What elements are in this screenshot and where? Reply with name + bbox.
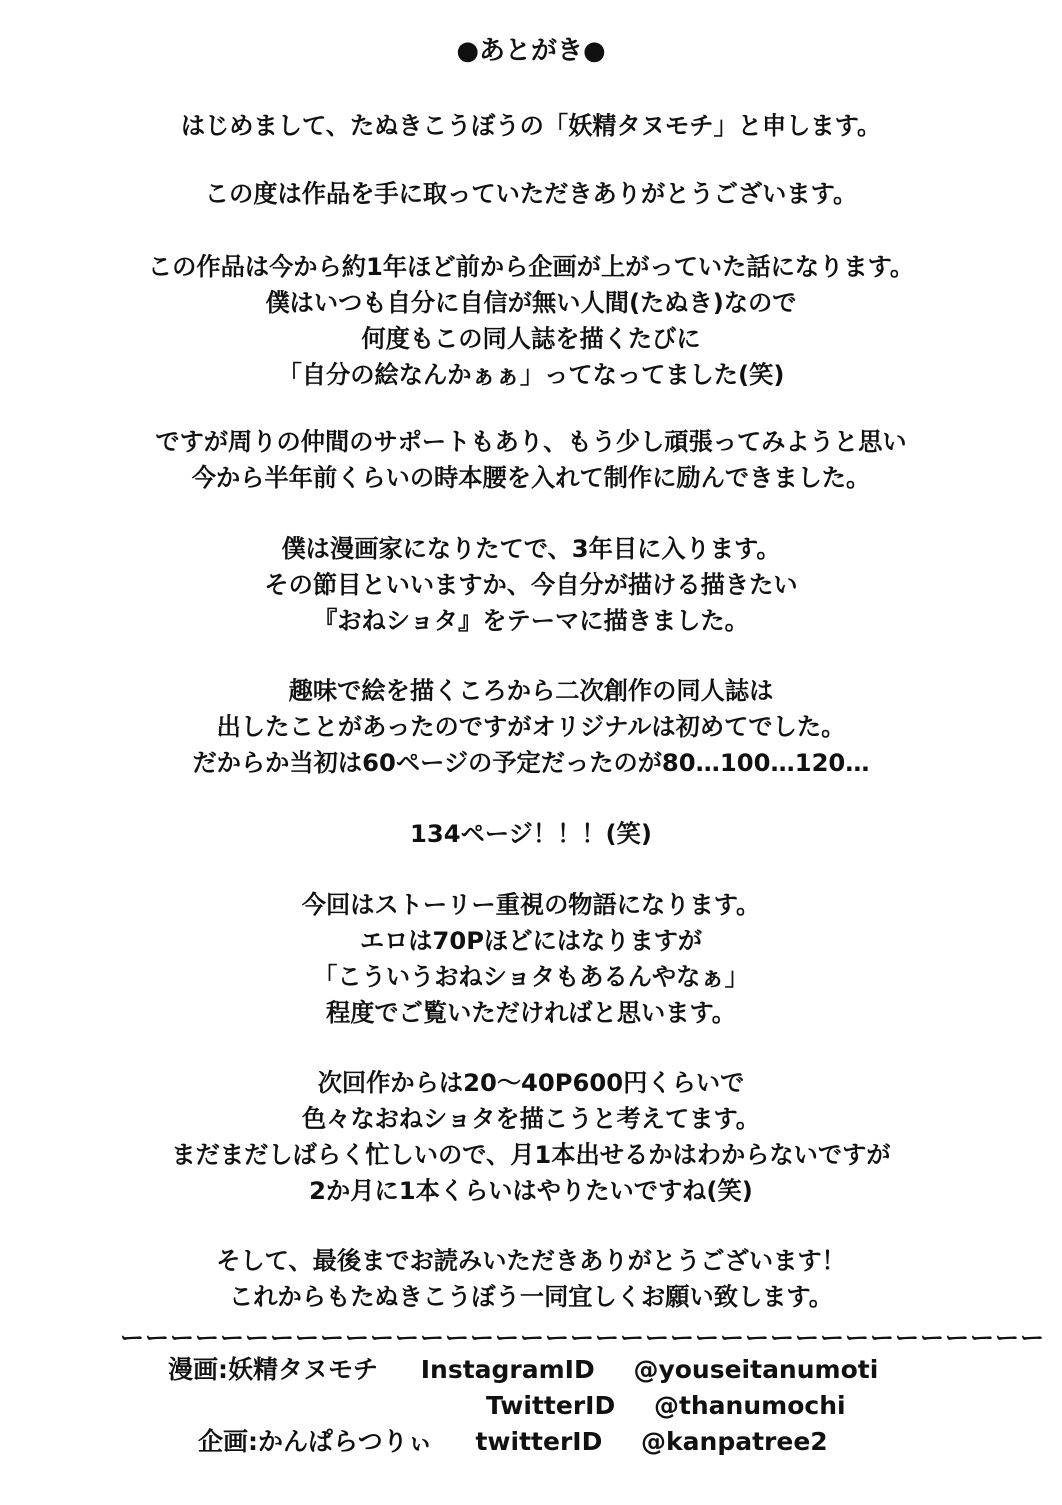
text-line: これからもたぬきこうぼう一同宜しくお願い致します。 bbox=[229, 1282, 833, 1311]
text-line: ですが周りの仲間のサポートもあり、もう少し頑張ってみようと思い bbox=[155, 427, 907, 456]
credit-row-twitter bbox=[486, 1388, 846, 1424]
instagram-handle: @youseitanumoti bbox=[633, 1355, 879, 1384]
paragraph-4 bbox=[0, 424, 1062, 496]
text-line: 次回作からは20～40P600円くらいで bbox=[317, 1068, 745, 1097]
paragraph-1 bbox=[0, 108, 1062, 144]
text-line: 出したことがあったのですがオリジナルは初めてでした。 bbox=[216, 712, 846, 741]
text-line: この作品は今から約1年ほど前から企画が上がっていた話になります。 bbox=[147, 252, 915, 281]
text-line: 色々なおねショタを描こうと考えてます。 bbox=[301, 1104, 761, 1133]
text-line: 『おねショタ』をテーマに描きました。 bbox=[313, 606, 749, 635]
text-line: 今回はストーリー重視の物語になります。 bbox=[301, 890, 761, 919]
text-line: 「こういうおねショタもあるんやなぁ」 bbox=[313, 962, 749, 991]
paragraph-3 bbox=[0, 249, 1062, 393]
planning-twitter-handle: @kanpatree2 bbox=[641, 1427, 828, 1456]
planning-credit-label: 企画:かんぱらつりぃ bbox=[198, 1427, 433, 1456]
paragraph-7 bbox=[0, 816, 1062, 852]
text-line: 今から半年前くらいの時本腰を入れて制作に励んできました。 bbox=[191, 463, 871, 492]
text-line: だからか当初は60ページの予定だったのが80…100…120… bbox=[192, 748, 870, 777]
manga-credit-label: 漫画:妖精タヌモチ bbox=[168, 1355, 378, 1384]
text-line: はじめまして、たぬきこうぼうの「妖精タヌモチ」と申します。 bbox=[180, 111, 882, 140]
page-title: ●あとがき● bbox=[456, 36, 606, 66]
credit-row-manga bbox=[168, 1352, 878, 1388]
text-line: 趣味で絵を描くころから二次創作の同人誌は bbox=[288, 676, 774, 705]
twitter-label: TwitterID bbox=[486, 1391, 616, 1420]
text-line: この度は作品を手に取っていただきありがとうございます。 bbox=[204, 179, 858, 208]
paragraph-2 bbox=[0, 176, 1062, 212]
text-line: 僕はいつも自分に自信が無い人間(たぬき)なので bbox=[265, 288, 797, 317]
instagram-label: InstagramID bbox=[420, 1355, 595, 1384]
text-line: 程度でご覧いただければと思います。 bbox=[325, 998, 737, 1027]
paragraph-8 bbox=[0, 887, 1062, 1031]
text-line: 134ページ！！！(笑) bbox=[410, 819, 652, 848]
credit-row-planning bbox=[198, 1424, 828, 1460]
text-line: 「自分の絵なんかぁぁ」ってなってました(笑) bbox=[277, 360, 785, 389]
planning-twitter-label: twitterID bbox=[475, 1427, 603, 1456]
text-line: エロは70Pほどにはなりますが bbox=[359, 926, 703, 955]
text-line: まだまだしばらく忙しいので、月1本出せるかはわからないですが bbox=[171, 1140, 891, 1169]
paragraph-10 bbox=[0, 1243, 1062, 1315]
twitter-handle: @thanumochi bbox=[653, 1391, 846, 1420]
paragraph-6 bbox=[0, 673, 1062, 781]
paragraph-5 bbox=[0, 531, 1062, 639]
text-line: その節目といいますか、今自分が描ける描きたい bbox=[264, 570, 798, 599]
divider-line: ーーーーーーーーーーーーーーーーーーーーーーーーーーーーーーーーーーーーー bbox=[120, 1324, 1045, 1352]
text-line: 何度もこの同人誌を描くたびに bbox=[361, 324, 701, 353]
text-line: そして、最後までお読みいただきありがとうございます！ bbox=[216, 1246, 846, 1275]
text-line: 2か月に1本くらいはやりたいですね(笑) bbox=[309, 1176, 753, 1205]
paragraph-9 bbox=[0, 1065, 1062, 1209]
text-line: 僕は漫画家になりたてで、3年目に入ります。 bbox=[281, 534, 781, 563]
